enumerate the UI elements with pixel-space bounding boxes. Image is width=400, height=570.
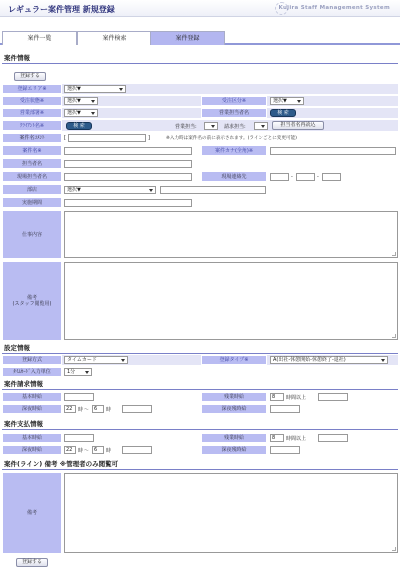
- billing-night-input[interactable]: [122, 405, 152, 413]
- section-payment: 案件支払情報: [2, 420, 398, 430]
- label-work: 仕事内容: [2, 210, 62, 259]
- label-billing-base: 基本時給: [2, 392, 62, 402]
- select-store[interactable]: 選択▼: [64, 186, 156, 194]
- title-bar: [0, 0, 400, 17]
- billing-person-label: 請求担当:: [224, 124, 246, 130]
- register-button-bottom[interactable]: 登録する: [16, 558, 48, 567]
- label-site-contact: 現場連絡先: [201, 171, 267, 182]
- billing-base-input[interactable]: [64, 393, 94, 401]
- label-store: 部店: [2, 184, 62, 195]
- label-remarks-staff: 備考 (スタッフ閲覧用): [2, 261, 62, 341]
- label-payment-base: 基本時給: [2, 433, 62, 443]
- billing-overtime-hours[interactable]: 8: [270, 393, 284, 401]
- label-area: 登録エリア※: [2, 84, 62, 94]
- label-reg-method: 登録方式: [2, 355, 62, 365]
- person-input[interactable]: [64, 160, 192, 168]
- select-reg-type[interactable]: A(出社-休憩開始-休憩終了-退社): [270, 356, 388, 364]
- remarks-staff-textarea[interactable]: [64, 262, 398, 340]
- reload-sales-button[interactable]: 担当者名再読込: [272, 121, 324, 130]
- payment-overtime-hours[interactable]: 8: [270, 434, 284, 442]
- label-period: 実施期間: [2, 197, 62, 208]
- label-billing-night-ot: 深夜残時給: [201, 404, 267, 414]
- label-timecard-unit: ﾀｲﾑｶｰﾄﾞ入力単位: [2, 367, 62, 377]
- label-person: 担当者名: [2, 158, 62, 169]
- label-payment-night-ot: 深夜残時給: [201, 445, 267, 455]
- select-order-type[interactable]: 選択▼: [270, 97, 304, 105]
- select-timecard-unit[interactable]: 1分: [64, 368, 92, 376]
- page-title: レギュラー案件管理 新規登録: [8, 5, 115, 14]
- comment-hint: ※入力時は案件名の前に表示されます。(ラインごとに変更可能): [166, 136, 297, 141]
- section-billing: 案件請求情報: [2, 380, 398, 390]
- select-reg-method[interactable]: タイムカード: [64, 356, 128, 364]
- label-site-person: 現場担当者名: [2, 171, 62, 182]
- payment-overtime-input[interactable]: [318, 434, 348, 442]
- site-contact-3[interactable]: [322, 173, 341, 181]
- sales-search-button[interactable]: 検 索: [270, 109, 296, 117]
- remarks-textarea[interactable]: [64, 473, 398, 553]
- label-client: ｸﾗｲｱﾝﾄ名※: [2, 120, 62, 131]
- payment-night-start[interactable]: 22: [64, 446, 76, 454]
- label-case-kana: 案件カナ(全角)※: [201, 145, 267, 156]
- case-kana-input[interactable]: [270, 147, 396, 155]
- section-case-info: 案件情報: [2, 54, 398, 64]
- select-area[interactable]: 選択▼: [64, 85, 126, 93]
- label-sales-name: 営業担当者名: [201, 108, 267, 118]
- tab-case-list[interactable]: 案件一覧: [2, 31, 77, 45]
- section-remarks: 案件(ライン) 備考 ※管理者のみ閲覧可: [2, 460, 398, 470]
- payment-night-end[interactable]: 6: [92, 446, 104, 454]
- label-reg-type: 登録タイプ※: [201, 355, 267, 365]
- comment-input[interactable]: [68, 134, 146, 142]
- select-order-status[interactable]: 選択▼: [64, 97, 98, 105]
- billing-night-ot-input[interactable]: [270, 405, 300, 413]
- billing-night-end[interactable]: 6: [92, 405, 104, 413]
- store-input[interactable]: [160, 186, 266, 194]
- label-sales-dept: 営業部署※: [2, 108, 62, 118]
- case-name-input[interactable]: [64, 147, 192, 155]
- tab-case-register[interactable]: 案件登録: [150, 31, 225, 45]
- label-billing-night: 深夜時給: [2, 404, 62, 414]
- client-search-button[interactable]: 検 索: [66, 122, 92, 130]
- site-contact-2[interactable]: [296, 173, 315, 181]
- payment-base-input[interactable]: [64, 434, 94, 442]
- label-billing-overtime: 残業時給: [201, 392, 267, 402]
- label-case-name: 案件名※: [2, 145, 62, 156]
- system-name: Kujira Staff Management System: [278, 5, 390, 11]
- site-person-input[interactable]: [64, 173, 192, 181]
- label-remarks: 備考: [2, 472, 62, 554]
- label-payment-overtime: 残業時給: [201, 433, 267, 443]
- payment-night-ot-input[interactable]: [270, 446, 300, 454]
- work-textarea[interactable]: [64, 211, 398, 258]
- section-settings: 設定情報: [2, 344, 398, 354]
- site-contact-1[interactable]: [270, 173, 289, 181]
- billing-overtime-input[interactable]: [318, 393, 348, 401]
- label-order-status: 受注状態※: [2, 96, 62, 106]
- register-button-top[interactable]: 登録する: [14, 72, 46, 81]
- period-input[interactable]: [64, 199, 192, 207]
- billing-night-start[interactable]: 22: [64, 405, 76, 413]
- label-order-type: 受注区分※: [201, 96, 267, 106]
- select-billing-person[interactable]: [254, 122, 268, 130]
- select-sales-person[interactable]: [204, 122, 218, 130]
- payment-night-input[interactable]: [122, 446, 152, 454]
- select-sales-dept[interactable]: 選択▼: [64, 109, 98, 117]
- tab-bar: [0, 31, 400, 45]
- label-payment-night: 深夜時給: [2, 445, 62, 455]
- tab-case-search[interactable]: 案件検索: [77, 31, 152, 45]
- label-comment: 案件名ｺﾒﾝﾄ: [2, 133, 62, 143]
- sales-person-label: 営業担当:: [175, 124, 197, 130]
